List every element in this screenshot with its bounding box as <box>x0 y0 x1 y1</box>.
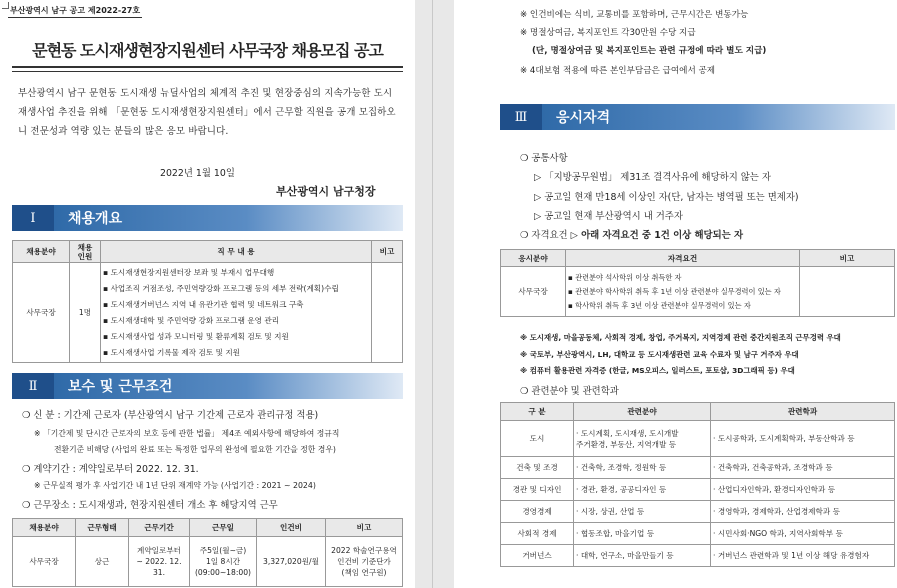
pay-note: (단, 명절상여금 및 복지포인트는 관련 규정에 따라 별도 지급) <box>532 46 767 56</box>
duty-item: ▪ 도시재생대학 및 주민역량 강화 프로그램 운영 관리 <box>103 315 280 325</box>
col-header: 채용 인원 <box>70 241 101 263</box>
cell: · 경관, 환경, 공공디자인 등 <box>574 479 711 501</box>
document-page-right <box>454 0 897 588</box>
cell: · 경영학과, 경제학과, 산업경제학과 등 <box>711 501 895 523</box>
cell: 거버넌스 <box>501 545 574 567</box>
col-header: 직 무 내 용 <box>101 241 372 263</box>
condition-status: ❍ 신 분 : 기간제 근로자 (부산광역시 남구 기간제 근로자 관리규정 적용) <box>22 410 319 421</box>
recruitment-table <box>12 240 403 363</box>
cell: 주5일(월~금) 1일 8시간 (09:00~18:00) <box>190 537 257 587</box>
col-header: 관련학과 <box>711 403 895 421</box>
cell-field: 사무국장 <box>501 267 566 317</box>
cell: 경영경제 <box>501 501 574 523</box>
cell-field: 사무국장 <box>13 263 70 363</box>
pref-note: ※ 국토부, 부산광역시, LH, 대학교 등 도시재생관련 교육 수료자 및 남구 거주자 우대 <box>520 350 799 359</box>
cell: · 산업디자인학과, 환경디자인학과 등 <box>711 479 895 501</box>
condition-contract: ❍ 계약기간 : 계약일로부터 2022. 12. 31. <box>22 464 199 475</box>
req-item: ▪ 관련분야 학사학위 취득 후 1년 이상 관련분야 실무경력이 있는 자 <box>568 286 781 296</box>
section-header-1 <box>12 205 403 231</box>
cell-note <box>372 263 403 363</box>
condition-note: 전환기준 비해당 (사업의 완료 또는 특정한 업무의 완성에 필요한 기간을 정한 경우) <box>54 445 336 454</box>
section-label: 채용개요 <box>54 205 403 231</box>
col-header: 근무형태 <box>76 519 129 537</box>
pay-note: ※ 명절상여금, 복지포인트 각30만원 수당 지급 <box>520 28 696 38</box>
col-header: 인건비 <box>257 519 326 537</box>
pay-table <box>12 518 403 587</box>
duty-item: ▪ 도시재생현장지원센터장 보좌 및 부재시 업무대행 <box>103 267 275 277</box>
cell: · 대학, 연구소, 마을만들기 등 <box>574 545 711 567</box>
cell-note <box>800 267 895 317</box>
issuer: 부산광역시 남구청장 <box>276 185 376 198</box>
section-number: Ⅲ <box>500 104 542 130</box>
col-header: 응시분야 <box>501 250 566 267</box>
condition-note: ※ 근무실적 평가 후 사업기간 내 1년 단위 재계약 가능 (사업기간 : 2021 ~ 2024) <box>34 481 316 490</box>
qual-heading: ❍ 공통사항 <box>520 153 568 164</box>
condition-note: ※ 「기간제 및 단시간 근로자의 보호 등에 관한 법률」 제4조 예외사항에 해당하여 정규직 <box>34 429 340 438</box>
section-header-3 <box>500 104 895 130</box>
qual-heading: ❍ 관련분야 및 관련학과 <box>520 386 619 397</box>
qual-item: ▷ 「지방공무원법」 제31조 결격사유에 해당하지 않는 자 <box>534 172 771 183</box>
cell: · 시장, 상권, 산업 등 <box>574 501 711 523</box>
related-fields-table <box>500 402 895 567</box>
qualification-table <box>500 249 895 317</box>
cell: 도시 <box>501 421 574 457</box>
qual-item: ▷ 공고일 현재 부산광역시 내 거주자 <box>534 211 683 222</box>
duty-item: ▪ 사업조직 거점조성, 주민역량강화 프로그램 등의 세부 전략(계획)수립 <box>103 283 339 293</box>
col-header: 구 분 <box>501 403 574 421</box>
req-item: ▪ 학사학위 취득 후 3년 이상 관련분야 실무경력이 있는 자 <box>568 300 751 310</box>
col-header: 비고 <box>800 250 895 267</box>
cell: 사무국장 <box>13 537 76 587</box>
cell: · 도시공학과, 도시계획학과, 부동산학과 등 <box>711 421 895 457</box>
document-title: 문현동 도시재생현장지원센터 사무국장 채용모집 공고 <box>32 41 383 60</box>
col-header: 채용분야 <box>13 519 76 537</box>
col-header: 비고 <box>372 241 403 263</box>
section-header-2 <box>12 373 403 399</box>
section-number: Ⅱ <box>12 373 54 399</box>
cell-reqs <box>566 267 800 317</box>
cell: 건축 및 조경 <box>501 457 574 479</box>
document-page-left <box>0 0 415 588</box>
pref-note: ※ 도시재생, 마을공동체, 사회적 경제, 창업, 주거복지, 지역경제 관련 중간지원조직 근무경력 우대 <box>520 333 841 342</box>
notice-date: 2022년 1월 10일 <box>160 168 235 179</box>
notice-number: 부산광역시 남구 공고 제2022-27호 <box>8 5 142 18</box>
section-label: 보수 및 근무조건 <box>54 373 403 399</box>
duty-item: ▪ 도시재생거버넌스 지역 내 유관기관 협력 및 네트워크 구축 <box>103 299 304 309</box>
page-divider <box>432 0 433 588</box>
pay-note: ※ 4대보험 적용에 따른 본인부담금은 급여에서 공제 <box>520 66 716 76</box>
cell: · 건축학과, 건축공학과, 조경학과 등 <box>711 457 895 479</box>
cell: · 시민사회·NGO 학과, 지역사회학부 등 <box>711 523 895 545</box>
pref-note: ※ 컴퓨터 활용관련 자격증 (한글, MS오피스, 일러스트, 포토샵, 3D그래픽 등) 우대 <box>520 366 795 375</box>
cell: 경관 및 디자인 <box>501 479 574 501</box>
col-header: 관련분야 <box>574 403 711 421</box>
duty-item: ▪ 도시재생사업 성과 모니터링 및 환류계획 검토 및 지원 <box>103 331 289 341</box>
cell: · 도시계획, 도시재생, 도시개발 주거환경, 부동산, 지역개발 등 <box>574 421 711 457</box>
section-label: 응시자격 <box>542 104 895 130</box>
col-header: 자격요건 <box>566 250 800 267</box>
cell: 2022 학술연구용역 인건비 기준단가 (책임 연구원) <box>326 537 403 587</box>
cell: 계약일로부터 ~ 2022. 12. 31. <box>129 537 190 587</box>
col-header: 채용분야 <box>13 241 70 263</box>
col-header: 비고 <box>326 519 403 537</box>
section-number: Ⅰ <box>12 205 54 231</box>
cell-count: 1명 <box>70 263 101 363</box>
title-rule <box>12 66 403 68</box>
page-gap <box>415 0 454 588</box>
col-header: 근무일 <box>190 519 257 537</box>
qual-item: ▷ 공고일 현재 만18세 이상인 자(단, 남자는 병역필 또는 면제자) <box>534 192 799 203</box>
col-header: 근무기간 <box>129 519 190 537</box>
duty-item: ▪ 도시재생사업 기록물 제작 검토 및 지원 <box>103 347 240 357</box>
cell: · 건축학, 조경학, 정원학 등 <box>574 457 711 479</box>
req-item: ▪ 관련분야 석사학위 이상 취득한 자 <box>568 272 682 282</box>
condition-location: ❍ 근무장소 : 도시재생과, 현장지원센터 개소 후 해당지역 근무 <box>22 500 278 511</box>
intro-paragraph: 부산광역시 남구 문현동 도시재생 뉴딜사업의 체계적 추진 및 현장중심의 지속가능한 도시재생사업 추진을 위해 「문현동 도시재생현장지원센터」에서 근무할 직원을 공개 모집하오니 전문성과 역량 있는 분들의 많은 응모 바랍니다. <box>18 88 396 137</box>
cell: 사회적 경제 <box>501 523 574 545</box>
qual-heading: ❍ 자격요건 ▷ 아래 자격요건 중 1건 이상 해당되는 자 <box>520 230 744 241</box>
cell: 상근 <box>76 537 129 587</box>
cell: 3,327,020원/월 <box>257 537 326 587</box>
cell: · 거버넌스 관련학과 및 1년 이상 해당 유경험자 <box>711 545 895 567</box>
title-rule-thin <box>12 71 403 72</box>
pay-note: ※ 인건비에는 식비, 교통비를 포함하며, 근무시간은 변동가능 <box>520 10 749 20</box>
cell-duties <box>101 263 372 363</box>
cell: · 협동조합, 마을기업 등 <box>574 523 711 545</box>
